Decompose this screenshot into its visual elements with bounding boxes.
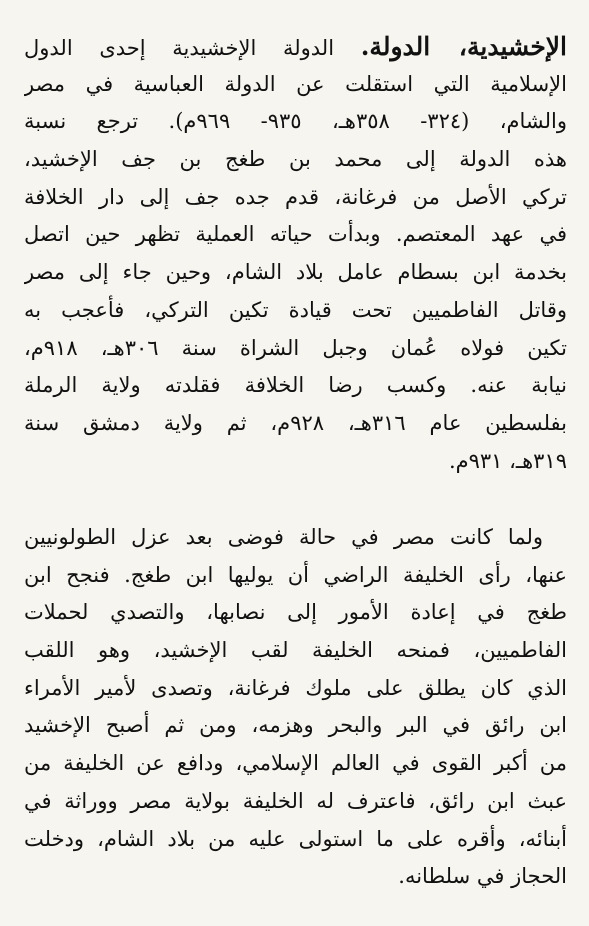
- paragraph-line: ابن رائق في البر والبحر وهزمه، ومن ثم أصبح الإخشيد: [24, 713, 567, 738]
- article-paragraph-1: [24, 28, 567, 480]
- article-headword: الإخشيدية، الدولة.: [360, 32, 567, 61]
- article-paragraph-2: [24, 519, 567, 896]
- paragraph-line: تركي الأصل من فرغانة، قدم جده جف إلى دار الخلافة: [24, 184, 567, 209]
- paragraph-line: الإسلامية التي استقلت عن الدولة العباسية في مصر: [24, 71, 567, 96]
- paragraph-line: أبنائه، وأقره على ما استولى عليه من بلاد الشام، ودخلت: [24, 826, 567, 851]
- paragraph-line: عبث ابن رائق، فاعترف له الخليفة بولاية مصر ووراثة في: [24, 788, 567, 813]
- paragraph-line: ٣١٩هـ، ٩٣١م.: [448, 448, 567, 473]
- paragraph-line: الذي كان يطلق على ملوك فرغانة، وتصدى لأمير الأمراء: [24, 675, 567, 700]
- paragraph-line: الحجاز في سلطانه.: [398, 864, 567, 889]
- paragraph-line: من أكبر القوى في العالم الإسلامي، ودافع عن الخليفة من: [24, 751, 567, 776]
- paragraph-line: تكين فولاه عُمان وجبل الشراة سنة ٣٠٦هـ، ٩١٨م،: [24, 335, 567, 360]
- paragraph-line: عنها، رأى الخليفة الراضي أن يوليها ابن طغج. فنجح ابن: [24, 562, 567, 587]
- paragraph-line: هذه الدولة إلى محمد بن طغج بن جف الإخشيد،: [24, 147, 567, 172]
- paragraph-line: الفاطميين، فمنحه الخليفة لقب الإخشيد، وهو اللقب: [24, 638, 567, 663]
- paragraph-line: في عهد المعتصم. وبدأت حياته العملية تظهر حين اتصل: [24, 222, 567, 247]
- paragraph-line: الإخشيدية، الدولة. الدولة الإخشيدية إحدى الدول: [24, 32, 567, 61]
- paragraph-line: بفلسطين عام ٣١٦هـ، ٩٢٨م، ثم ولاية دمشق سنة: [24, 410, 567, 435]
- paragraph-line: وقاتل الفاطميين تحت قيادة تكين التركي، فأعجب به: [24, 297, 567, 322]
- paragraph-line: ولما كانت مصر في حالة فوضى بعد عزل الطولونيين: [24, 525, 543, 549]
- paragraph-line: نيابة عنه. وكسب رضا الخلافة فقلدته ولاية الرملة: [24, 373, 567, 398]
- paragraph-line: والشام، (٣٢٤- ٣٥٨هـ، ٩٣٥- ٩٦٩م). ترجع نسبة: [24, 109, 567, 134]
- paragraph-line: طغج في إعادة الأمور إلى نصابها، والتصدي لحملات: [24, 600, 567, 625]
- paragraph-line: بخدمة ابن بسطام عامل بلاد الشام، وحين جاء إلى مصر: [24, 260, 567, 285]
